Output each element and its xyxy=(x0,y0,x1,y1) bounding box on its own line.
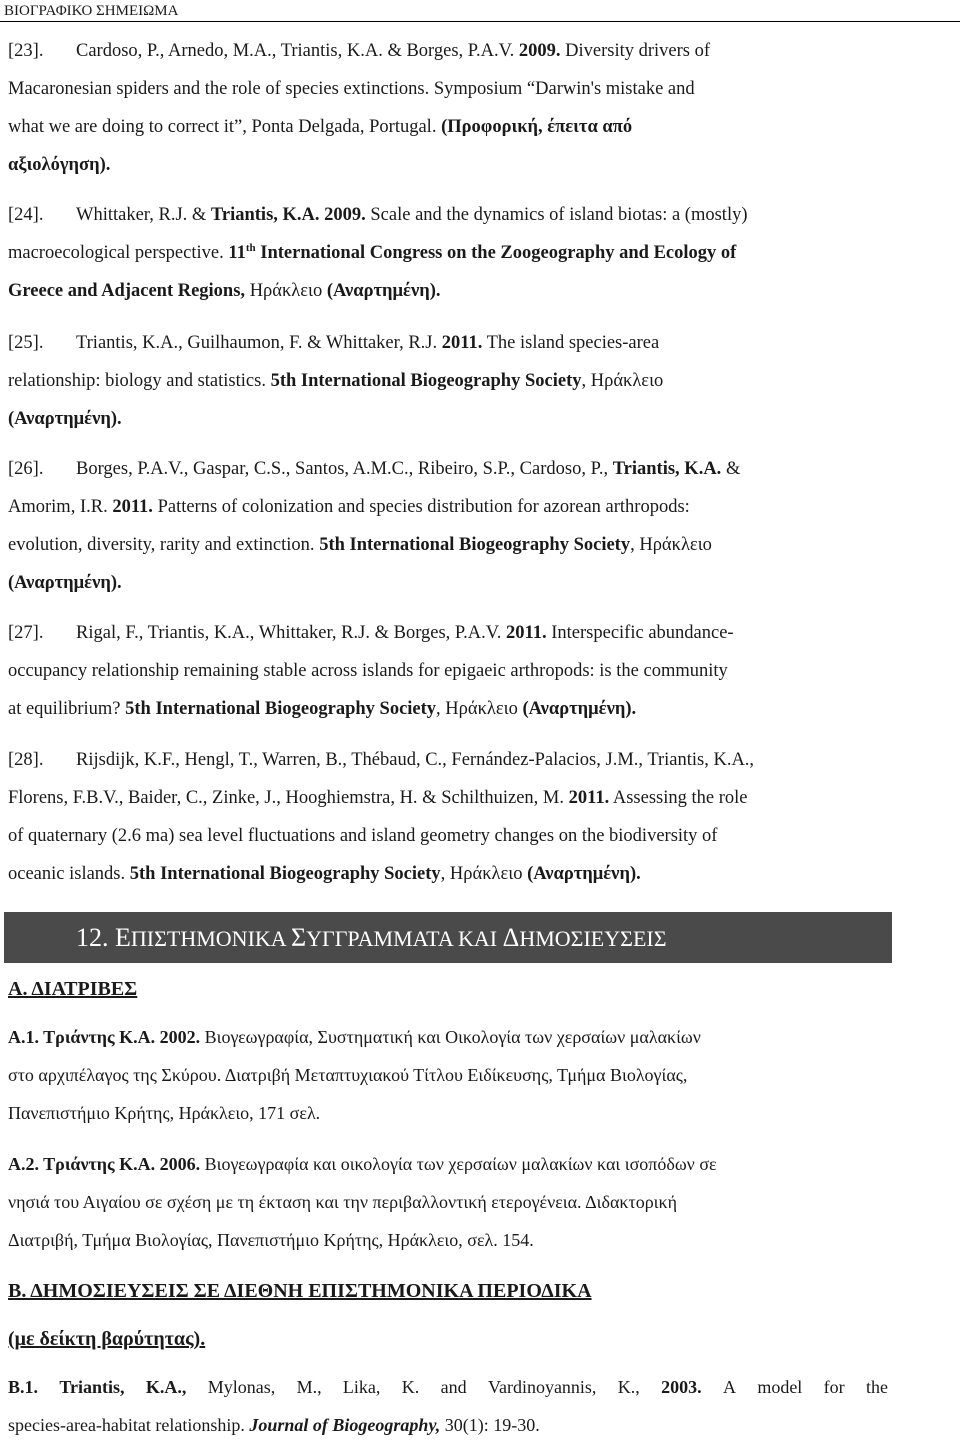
reference-number: [28]. xyxy=(8,750,44,770)
thesis-a1 xyxy=(8,1018,888,1132)
ref-venue: 5th International Biogeography Society xyxy=(319,535,631,555)
pub-word: model xyxy=(757,1377,803,1397)
ref-author-year: Triantis, K.A. 2009. xyxy=(210,205,366,225)
reference-23 xyxy=(8,32,888,184)
pub-word: Triantis, xyxy=(59,1377,125,1397)
ref-venue: 5th International Biogeography Society xyxy=(129,864,441,884)
ref-venue: 5th International Biogeography Society xyxy=(270,371,582,391)
section-title-part: ΗΜΟΣΙΕΥΣΕΙΣ xyxy=(519,926,667,951)
ref-text: of quaternary (2.6 ma) sea level fluctuations and island geometry changes on the biodiversity of xyxy=(8,826,718,846)
pub-word: Vardinoyannis, xyxy=(487,1377,597,1397)
section-title-part: Ε xyxy=(115,923,131,952)
ref-author: Triantis, K.A. xyxy=(612,459,722,479)
thesis-a2 xyxy=(8,1145,888,1259)
ref-text: occupancy relationship remaining stable across islands for epigaeic arthropods: is the community xyxy=(8,661,728,681)
ref-venue-sup: th xyxy=(245,241,256,254)
ref-venue: International Congress on the Zoogeography and Ecology of xyxy=(255,243,737,263)
thesis-text: στο αρχιπέλαγος της Σκύρου. Διατριβή Μεταπτυχιακού Τίτλου Ειδίκευσης, Τμήμα Βιολογίας, xyxy=(8,1065,688,1085)
pub-year: 2003. xyxy=(661,1377,702,1397)
ref-year: 2011. xyxy=(112,497,153,517)
ref-text: Diversity drivers of xyxy=(560,41,711,61)
pub-journal: Journal of Biogeography, xyxy=(249,1415,441,1435)
ref-year: 2009. xyxy=(518,41,561,61)
reference-24 xyxy=(8,196,888,310)
thesis-text: Βιογεωγραφία και οικολογία των χερσαίων μαλακίων και ισοπόδων σε xyxy=(200,1154,717,1174)
thesis-text: Πανεπιστήμιο Κρήτης, Ηράκλειο, 171 σελ. xyxy=(8,1103,321,1123)
section-title-part: ΠΙΣΤΗΜΟΝΙΚΑ xyxy=(130,926,291,951)
pub-word: the xyxy=(866,1377,888,1397)
pub-word: and xyxy=(440,1377,467,1397)
thesis-text: νησιά του Αιγαίου σε σχέση με τη έκταση και την περιβαλλοντική ετερογένεια. Διδακτορική xyxy=(8,1192,678,1212)
ref-text: Assessing the role xyxy=(609,788,748,808)
ref-text: Patterns of colonization and species distribution for azorean arthropods: xyxy=(152,497,690,517)
ref-year: 2011. xyxy=(506,623,547,643)
page-header-title: ΒΙΟΓΡΑΦΙΚΟ ΣΗΜΕΙΩΜΑ xyxy=(0,0,960,22)
ref-text: , Ηράκλειο xyxy=(440,864,528,884)
ref-text: what we are doing to correct it”, Ponta Delgada, Portugal. xyxy=(8,117,442,137)
publication-number: Β.1. xyxy=(8,1377,39,1397)
section-title xyxy=(76,912,667,963)
thesis-author-year: Α.1. Τριάντης Κ.Α. 2002. xyxy=(8,1027,201,1047)
pub-word: K.A., xyxy=(145,1377,187,1397)
ref-text: , Ηράκλειο xyxy=(581,371,664,391)
section-banner xyxy=(4,912,892,963)
reference-number: [27]. xyxy=(8,623,44,643)
ref-venue: 11 xyxy=(228,243,246,263)
ref-year: 2011. xyxy=(568,788,610,808)
ref-text: , Ηράκλειο xyxy=(436,699,523,719)
reference-28 xyxy=(8,741,888,893)
ref-text: Cardoso, P., Arnedo, M.A., Triantis, K.A. & Borges, P.A.V. xyxy=(76,41,519,61)
reference-number: [25]. xyxy=(8,333,44,353)
ref-text: Amorim, I.R. xyxy=(8,497,113,517)
pub-word: for xyxy=(823,1377,845,1397)
subsection-heading-a: Α. ΔΙΑΤΡΙΒΕΣ xyxy=(8,978,138,1000)
ref-text: Borges, P.A.V., Gaspar, C.S., Santos, A.M.C., Ribeiro, S.P., Cardoso, P., xyxy=(76,459,613,479)
pub-word: M., xyxy=(296,1377,322,1397)
reference-26 xyxy=(8,450,888,602)
ref-text: Ηράκλειο xyxy=(245,281,327,301)
pub-word: K. xyxy=(401,1377,420,1397)
ref-text: Macaronesian spiders and the role of species extinctions. Symposium “Darwin's mistake and xyxy=(8,79,695,99)
subsection-heading-b-sub: (με δείκτη βαρύτητας). xyxy=(8,1328,206,1350)
ref-text: Rigal, F., Triantis, K.A., Whittaker, R.J. & Borges, P.A.V. xyxy=(76,623,507,643)
ref-text: , Ηράκλειο xyxy=(630,535,712,555)
thesis-author-year: Α.2. Τριάντης Κ.Α. 2006. xyxy=(8,1154,201,1174)
reference-number: [26]. xyxy=(8,459,44,479)
thesis-text: Βιογεωγραφία, Συστηματική και Οικολογία των χερσαίων μαλακίων xyxy=(200,1027,701,1047)
publication-b1 xyxy=(8,1368,888,1444)
thesis-text: Διατριβή, Τμήμα Βιολογίας, Πανεπιστήμιο Κρήτης, Ηράκλειο, σελ. 154. xyxy=(8,1230,534,1250)
pub-text: 30(1): 19-30. xyxy=(440,1415,540,1435)
ref-text: at equilibrium? xyxy=(8,699,126,719)
subsection-heading-b: Β. ΔΗΜΟΣΙΕΥΣΕΙΣ ΣΕ ΔΙΕΘΝΗ ΕΠΙΣΤΗΜΟΝΙΚΑ ΠΕΡΙΟΔΙΚΑ xyxy=(8,1280,592,1302)
ref-text: relationship: biology and statistics. xyxy=(8,371,271,391)
ref-note: (Αναρτημένη). xyxy=(326,281,441,301)
section-number: 12. xyxy=(76,923,109,952)
ref-note: αξιολόγηση). xyxy=(8,155,111,175)
ref-note: (Αναρτημένη). xyxy=(8,573,122,593)
ref-text: & xyxy=(721,459,741,479)
ref-text: macroecological perspective. xyxy=(8,243,229,263)
ref-text: Scale and the dynamics of island biotas: a (mostly) xyxy=(365,205,748,225)
ref-text: Interspecific abundance- xyxy=(546,623,734,643)
section-title-part: Σ xyxy=(290,923,307,952)
pub-word: Mylonas, xyxy=(207,1377,276,1397)
pub-word: A xyxy=(722,1377,736,1397)
pub-text: species-area-habitat relationship. xyxy=(8,1415,250,1435)
reference-27 xyxy=(8,614,888,728)
reference-25 xyxy=(8,324,888,438)
ref-note: (Αναρτημένη). xyxy=(527,864,641,884)
ref-venue: Greece and Adjacent Regions, xyxy=(8,281,246,301)
ref-text: oceanic islands. xyxy=(8,864,130,884)
pub-word: Lika, xyxy=(342,1377,381,1397)
ref-text: Triantis, K.A., Guilhaumon, F. & Whittaker, R.J. xyxy=(76,333,442,353)
ref-text: Florens, F.B.V., Baider, C., Zinke, J., Hooghiemstra, H. & Schilthuizen, M. xyxy=(8,788,569,808)
ref-year: 2011. xyxy=(441,333,483,353)
reference-number: [23]. xyxy=(8,41,44,61)
ref-note: (Αναρτημένη). xyxy=(8,409,122,429)
ref-note: (Αναρτημένη). xyxy=(522,699,637,719)
ref-text: evolution, diversity, rarity and extinction. xyxy=(8,535,320,555)
ref-venue: 5th International Biogeography Society xyxy=(125,699,437,719)
ref-text: Whittaker, R.J. & xyxy=(76,205,211,225)
section-title-part: ΥΓΓΡΑΜΜΑΤΑ ΚΑΙ xyxy=(306,926,503,951)
ref-text: Rijsdijk, K.F., Hengl, T., Warren, B., Thébaud, C., Fernández-Palacios, J.M., Triantis, K.A., xyxy=(76,750,755,770)
ref-text: The island species-area xyxy=(482,333,660,353)
pub-word: K., xyxy=(617,1377,640,1397)
ref-note: (Προφορική, έπειτα από xyxy=(441,117,633,137)
reference-number: [24]. xyxy=(8,205,44,225)
section-title-part: Δ xyxy=(502,923,520,952)
